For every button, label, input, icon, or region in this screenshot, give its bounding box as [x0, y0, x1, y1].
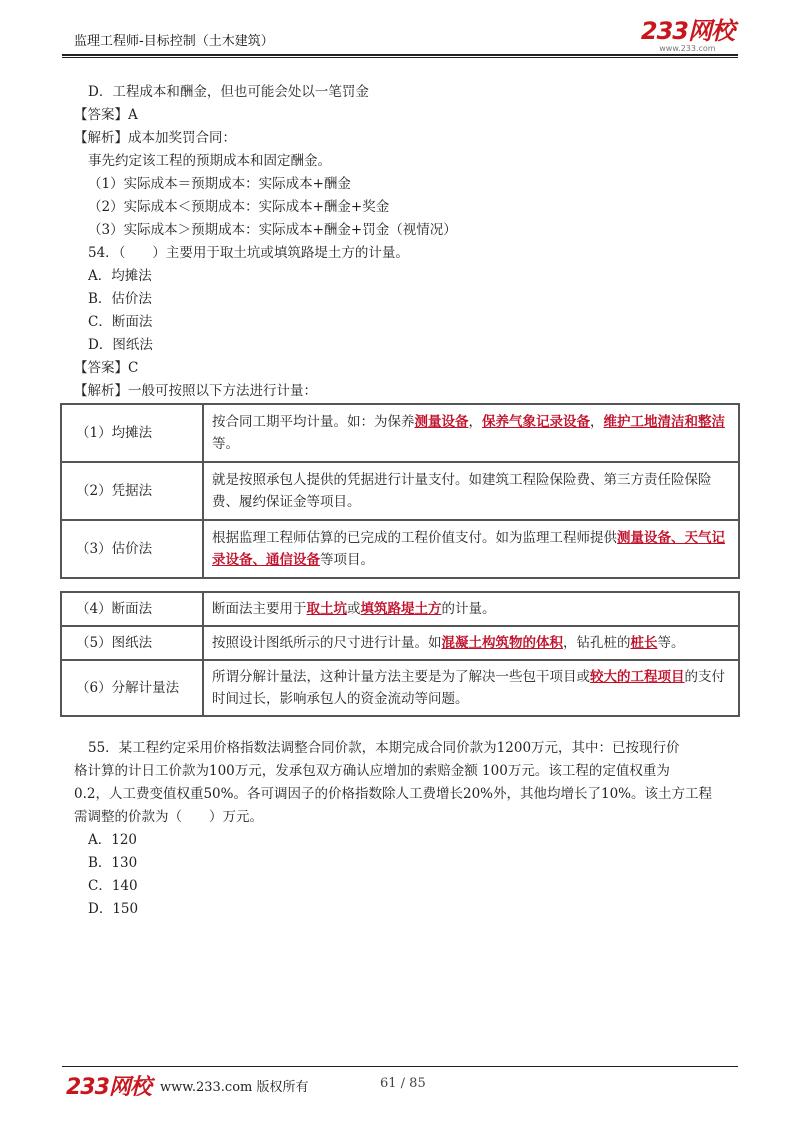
- option-d-q53: D．工程成本和酬金，但也可能会处以一笔罚金: [88, 84, 369, 100]
- description-text: 按照设计图纸所示的尺寸进行计量。如: [212, 635, 442, 651]
- method-description-cell: [203, 592, 739, 626]
- description-text: 按合同工期平均计量。如：为保养: [212, 414, 415, 430]
- option-a-q54: A．均摊法: [88, 268, 152, 284]
- description-text: 等项目。: [320, 552, 374, 568]
- footer-logo: 233网校: [66, 1075, 151, 1100]
- highlighted-term: 保养气象记录设备: [482, 414, 590, 430]
- method-description-cell: [203, 626, 739, 660]
- highlighted-term: 填筑路堤土方: [360, 601, 442, 617]
- method-description-cell: [203, 520, 739, 578]
- highlighted-term: 测量设备、天气记录设备、通信设备: [212, 530, 725, 568]
- question-55-line4: 需调整的价款为（ ）万元。: [74, 809, 263, 825]
- description-text: 就是按照承包人提供的凭据进行计量支付。如建筑工程险保险费、第三方责任险保险费、履约保证金等项目。: [212, 472, 712, 510]
- description-text: ，: [590, 414, 604, 430]
- analysis-q53-case1: （1）实际成本＝预期成本：实际成本+酬金: [88, 176, 351, 192]
- page-number: 61 / 85: [380, 1076, 426, 1091]
- logo-url-text: www.233.com: [659, 44, 716, 53]
- method-description-cell: [203, 660, 739, 716]
- method-name-cell: （5）图纸法: [61, 626, 203, 660]
- table-row: [61, 520, 739, 578]
- question-54: 54．（ ）主要用于取土坑或填筑路堤土方的计量。: [88, 245, 409, 261]
- option-a-q55: A．120: [88, 832, 138, 848]
- analysis-q53-case2: （2）实际成本＜预期成本：实际成本+酬金+奖金: [88, 199, 390, 215]
- description-text: 断面法主要用于: [212, 601, 307, 617]
- brand-logo: [641, 18, 734, 53]
- method-name-cell: （6）分解计量法: [61, 660, 203, 716]
- table-row: [61, 462, 739, 520]
- header-divider: [62, 54, 738, 56]
- method-name-cell: （1）均摊法: [61, 404, 203, 462]
- method-description-cell: [203, 404, 739, 462]
- description-text: 的计量。: [441, 601, 496, 617]
- table-row: [61, 626, 739, 660]
- method-name-cell: （2）凭据法: [61, 462, 203, 520]
- option-d-q54: D．图纸法: [88, 337, 153, 353]
- option-b-q54: B．估价法: [88, 291, 152, 307]
- method-description-cell: [203, 462, 739, 520]
- question-55-line1: 55．某工程约定采用价格指数法调整合同价款，本期完成合同价款为1200万元，其中：已按现行价: [88, 740, 680, 756]
- answer-q54: 【答案】C: [74, 360, 139, 376]
- option-c-q54: C．断面法: [88, 314, 153, 330]
- highlighted-term: 较大的工程项目: [590, 669, 685, 685]
- footer-divider: [62, 1066, 738, 1067]
- option-c-q55: C．140: [88, 878, 138, 894]
- description-text: 或: [347, 601, 361, 617]
- table-row: [61, 660, 739, 716]
- analysis-q53-heading: 【解析】成本加奖罚合同：: [74, 130, 236, 146]
- method-name-cell: （3）估价法: [61, 520, 203, 578]
- logo-brand-text: 233网校: [640, 17, 734, 45]
- analysis-q53-case3: （3）实际成本＞预期成本：实际成本+酬金+罚金（视情况）: [88, 222, 457, 238]
- measurement-methods-table-1: [60, 403, 740, 579]
- question-55-line2: 格计算的计日工价款为100万元，发承包双方确认应增加的索赔金额 100万元。该工程的定值权重为: [74, 763, 670, 779]
- highlighted-term: 取土坑: [306, 601, 347, 617]
- header-title: 监理工程师-目标控制（土木建筑）: [74, 34, 274, 49]
- footer-copyright: www.233.com 版权所有: [160, 1080, 309, 1095]
- highlighted-term: 测量设备: [414, 414, 469, 430]
- analysis-q53-text: 事先约定该工程的预期成本和固定酬金。: [88, 153, 331, 169]
- method-name-cell: （4）断面法: [61, 592, 203, 626]
- option-d-q55: D．150: [88, 901, 139, 917]
- option-b-q55: B．130: [88, 855, 138, 871]
- table-2-body: [61, 592, 739, 716]
- highlighted-term: 混凝土构筑物的体积: [441, 635, 563, 651]
- description-text: 根据监理工程师估算的已完成的工程价值支付。如为监理工程师提供: [212, 530, 617, 546]
- description-text: ，: [468, 414, 482, 430]
- highlighted-term: 维护工地清洁和整洁: [603, 414, 725, 430]
- description-text: ，钻孔桩的: [563, 635, 631, 651]
- highlighted-term: 桩长: [630, 635, 658, 651]
- description-text: 等。: [212, 436, 239, 452]
- answer-q53: 【答案】A: [74, 107, 138, 123]
- table-row: [61, 592, 739, 626]
- description-text: 等。: [657, 635, 685, 651]
- description-text: 的支付时间过长，影响承包人的资金流动等问题。: [212, 669, 725, 707]
- question-55-line3: 0.2，人工费变值权重50%。各可调因子的价格指数除人工费增长20%外，其他均增长了10%。该土方工程: [74, 786, 712, 802]
- table-1-body: [61, 404, 739, 578]
- table-row: [61, 404, 739, 462]
- description-text: 所谓分解计量法，这种计量方法主要是为了解决一些包干项目或: [212, 669, 590, 685]
- measurement-methods-table-2: [60, 591, 740, 717]
- analysis-q54-heading: 【解析】一般可按照以下方法进行计量：: [74, 383, 317, 399]
- header-divider-thin: [62, 57, 738, 58]
